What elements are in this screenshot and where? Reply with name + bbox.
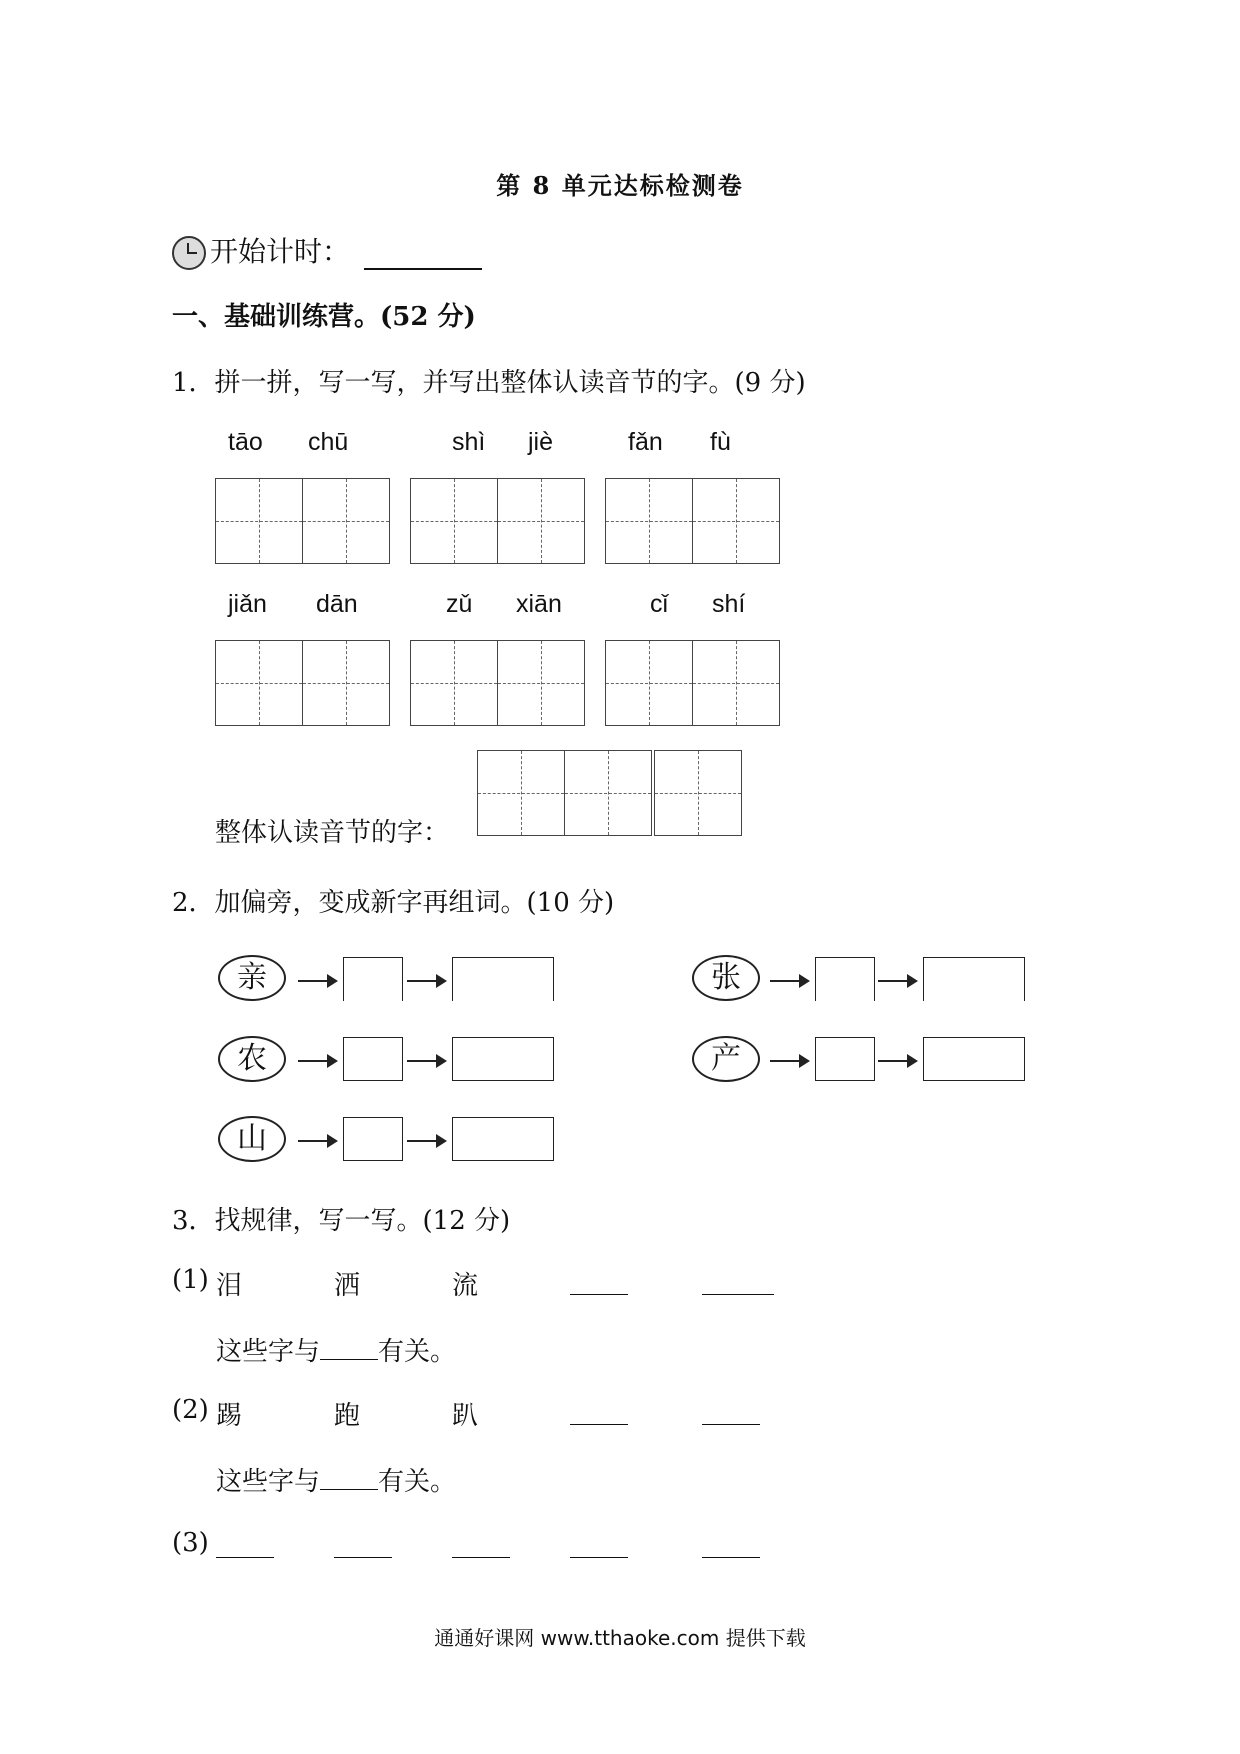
pinyin: fǎn bbox=[628, 428, 663, 456]
arrow-icon bbox=[298, 1060, 336, 1062]
word-box[interactable] bbox=[923, 957, 1025, 1001]
answer-blank[interactable] bbox=[702, 1400, 760, 1425]
q2-prompt: 2．加偏旁，变成新字再组词。(10 分) bbox=[172, 888, 615, 918]
pattern-char: 泪 bbox=[216, 1271, 243, 1301]
part-label: (1) bbox=[172, 1265, 209, 1295]
word-box[interactable] bbox=[452, 957, 554, 1001]
answer-blank[interactable] bbox=[452, 1533, 510, 1558]
word-box[interactable] bbox=[923, 1037, 1025, 1081]
pinyin: fù bbox=[710, 428, 731, 456]
tianzige-pair[interactable] bbox=[605, 478, 778, 564]
arrow-icon bbox=[298, 980, 336, 982]
pattern-char: 跑 bbox=[334, 1401, 361, 1431]
answer-blank[interactable] bbox=[570, 1533, 628, 1558]
pinyin: zǔ bbox=[446, 590, 473, 618]
pinyin: dān bbox=[316, 590, 358, 618]
answer-blank[interactable] bbox=[570, 1270, 628, 1295]
pattern-char: 踢 bbox=[216, 1401, 243, 1431]
part-label: (3) bbox=[172, 1528, 209, 1558]
arrow-icon bbox=[407, 1060, 445, 1062]
answer-blank[interactable] bbox=[702, 1270, 774, 1295]
pinyin: cǐ bbox=[650, 590, 669, 618]
clock-icon bbox=[172, 236, 206, 270]
answer-blank[interactable] bbox=[320, 1465, 378, 1490]
q3-prompt: 3．找规律，写一写。(12 分) bbox=[172, 1206, 511, 1236]
answer-blank[interactable] bbox=[320, 1335, 378, 1360]
footer-credit: 通通好课网 www.tthaoke.com 提供下载 bbox=[434, 1626, 806, 1650]
base-char-circle: 产 bbox=[692, 1036, 760, 1082]
tianzige-answer[interactable] bbox=[477, 750, 741, 836]
pinyin: jiǎn bbox=[228, 590, 267, 618]
part-label: (2) bbox=[172, 1395, 209, 1425]
arrow-icon bbox=[407, 1140, 445, 1142]
tianzige-pair[interactable] bbox=[410, 640, 583, 726]
tianzige-pair[interactable] bbox=[410, 478, 583, 564]
whole-syllable-label: 整体认读音节的字： bbox=[215, 818, 450, 848]
base-char-circle: 农 bbox=[218, 1036, 286, 1082]
answer-blank[interactable] bbox=[702, 1533, 760, 1558]
answer-blank[interactable] bbox=[570, 1400, 628, 1425]
timer-row bbox=[172, 230, 482, 270]
pattern-note: 这些字与 有关。 bbox=[216, 1337, 457, 1367]
pinyin: jiè bbox=[528, 428, 554, 456]
tianzige-pair[interactable] bbox=[215, 478, 388, 564]
base-char-circle: 亲 bbox=[218, 955, 286, 1001]
base-char-circle: 张 bbox=[692, 955, 760, 1001]
timer-label: 开始计时： bbox=[210, 235, 351, 268]
new-char-box[interactable] bbox=[815, 1037, 875, 1081]
new-char-box[interactable] bbox=[343, 1037, 403, 1081]
base-char-circle: 山 bbox=[218, 1116, 286, 1162]
arrow-icon bbox=[878, 1060, 916, 1062]
pattern-char: 趴 bbox=[452, 1401, 479, 1431]
answer-blank[interactable] bbox=[334, 1533, 392, 1558]
tianzige-pair[interactable] bbox=[215, 640, 388, 726]
answer-blank[interactable] bbox=[216, 1533, 274, 1558]
q1-prompt: 1．拼一拼，写一写，并写出整体认读音节的字。(9 分) bbox=[172, 368, 806, 398]
arrow-icon bbox=[298, 1140, 336, 1142]
arrow-icon bbox=[770, 1060, 808, 1062]
page-title: 第 8 单元达标检测卷 bbox=[496, 171, 744, 200]
new-char-box[interactable] bbox=[343, 1117, 403, 1161]
timer-blank[interactable] bbox=[364, 238, 482, 270]
pattern-char: 洒 bbox=[334, 1271, 361, 1301]
arrow-icon bbox=[407, 980, 445, 982]
pinyin: shí bbox=[712, 590, 746, 618]
pinyin: chū bbox=[308, 428, 349, 456]
word-box[interactable] bbox=[452, 1037, 554, 1081]
pattern-char: 流 bbox=[452, 1271, 479, 1301]
section-heading: 一、基础训练营。(52 分) bbox=[172, 302, 476, 332]
tianzige-pair[interactable] bbox=[605, 640, 778, 726]
arrow-icon bbox=[770, 980, 808, 982]
new-char-box[interactable] bbox=[343, 957, 403, 1001]
new-char-box[interactable] bbox=[815, 957, 875, 1001]
pattern-note: 这些字与 有关。 bbox=[216, 1467, 457, 1497]
pinyin: shì bbox=[452, 428, 486, 456]
word-box[interactable] bbox=[452, 1117, 554, 1161]
pinyin: tāo bbox=[228, 428, 263, 456]
arrow-icon bbox=[878, 980, 916, 982]
pinyin: xiān bbox=[516, 590, 562, 618]
